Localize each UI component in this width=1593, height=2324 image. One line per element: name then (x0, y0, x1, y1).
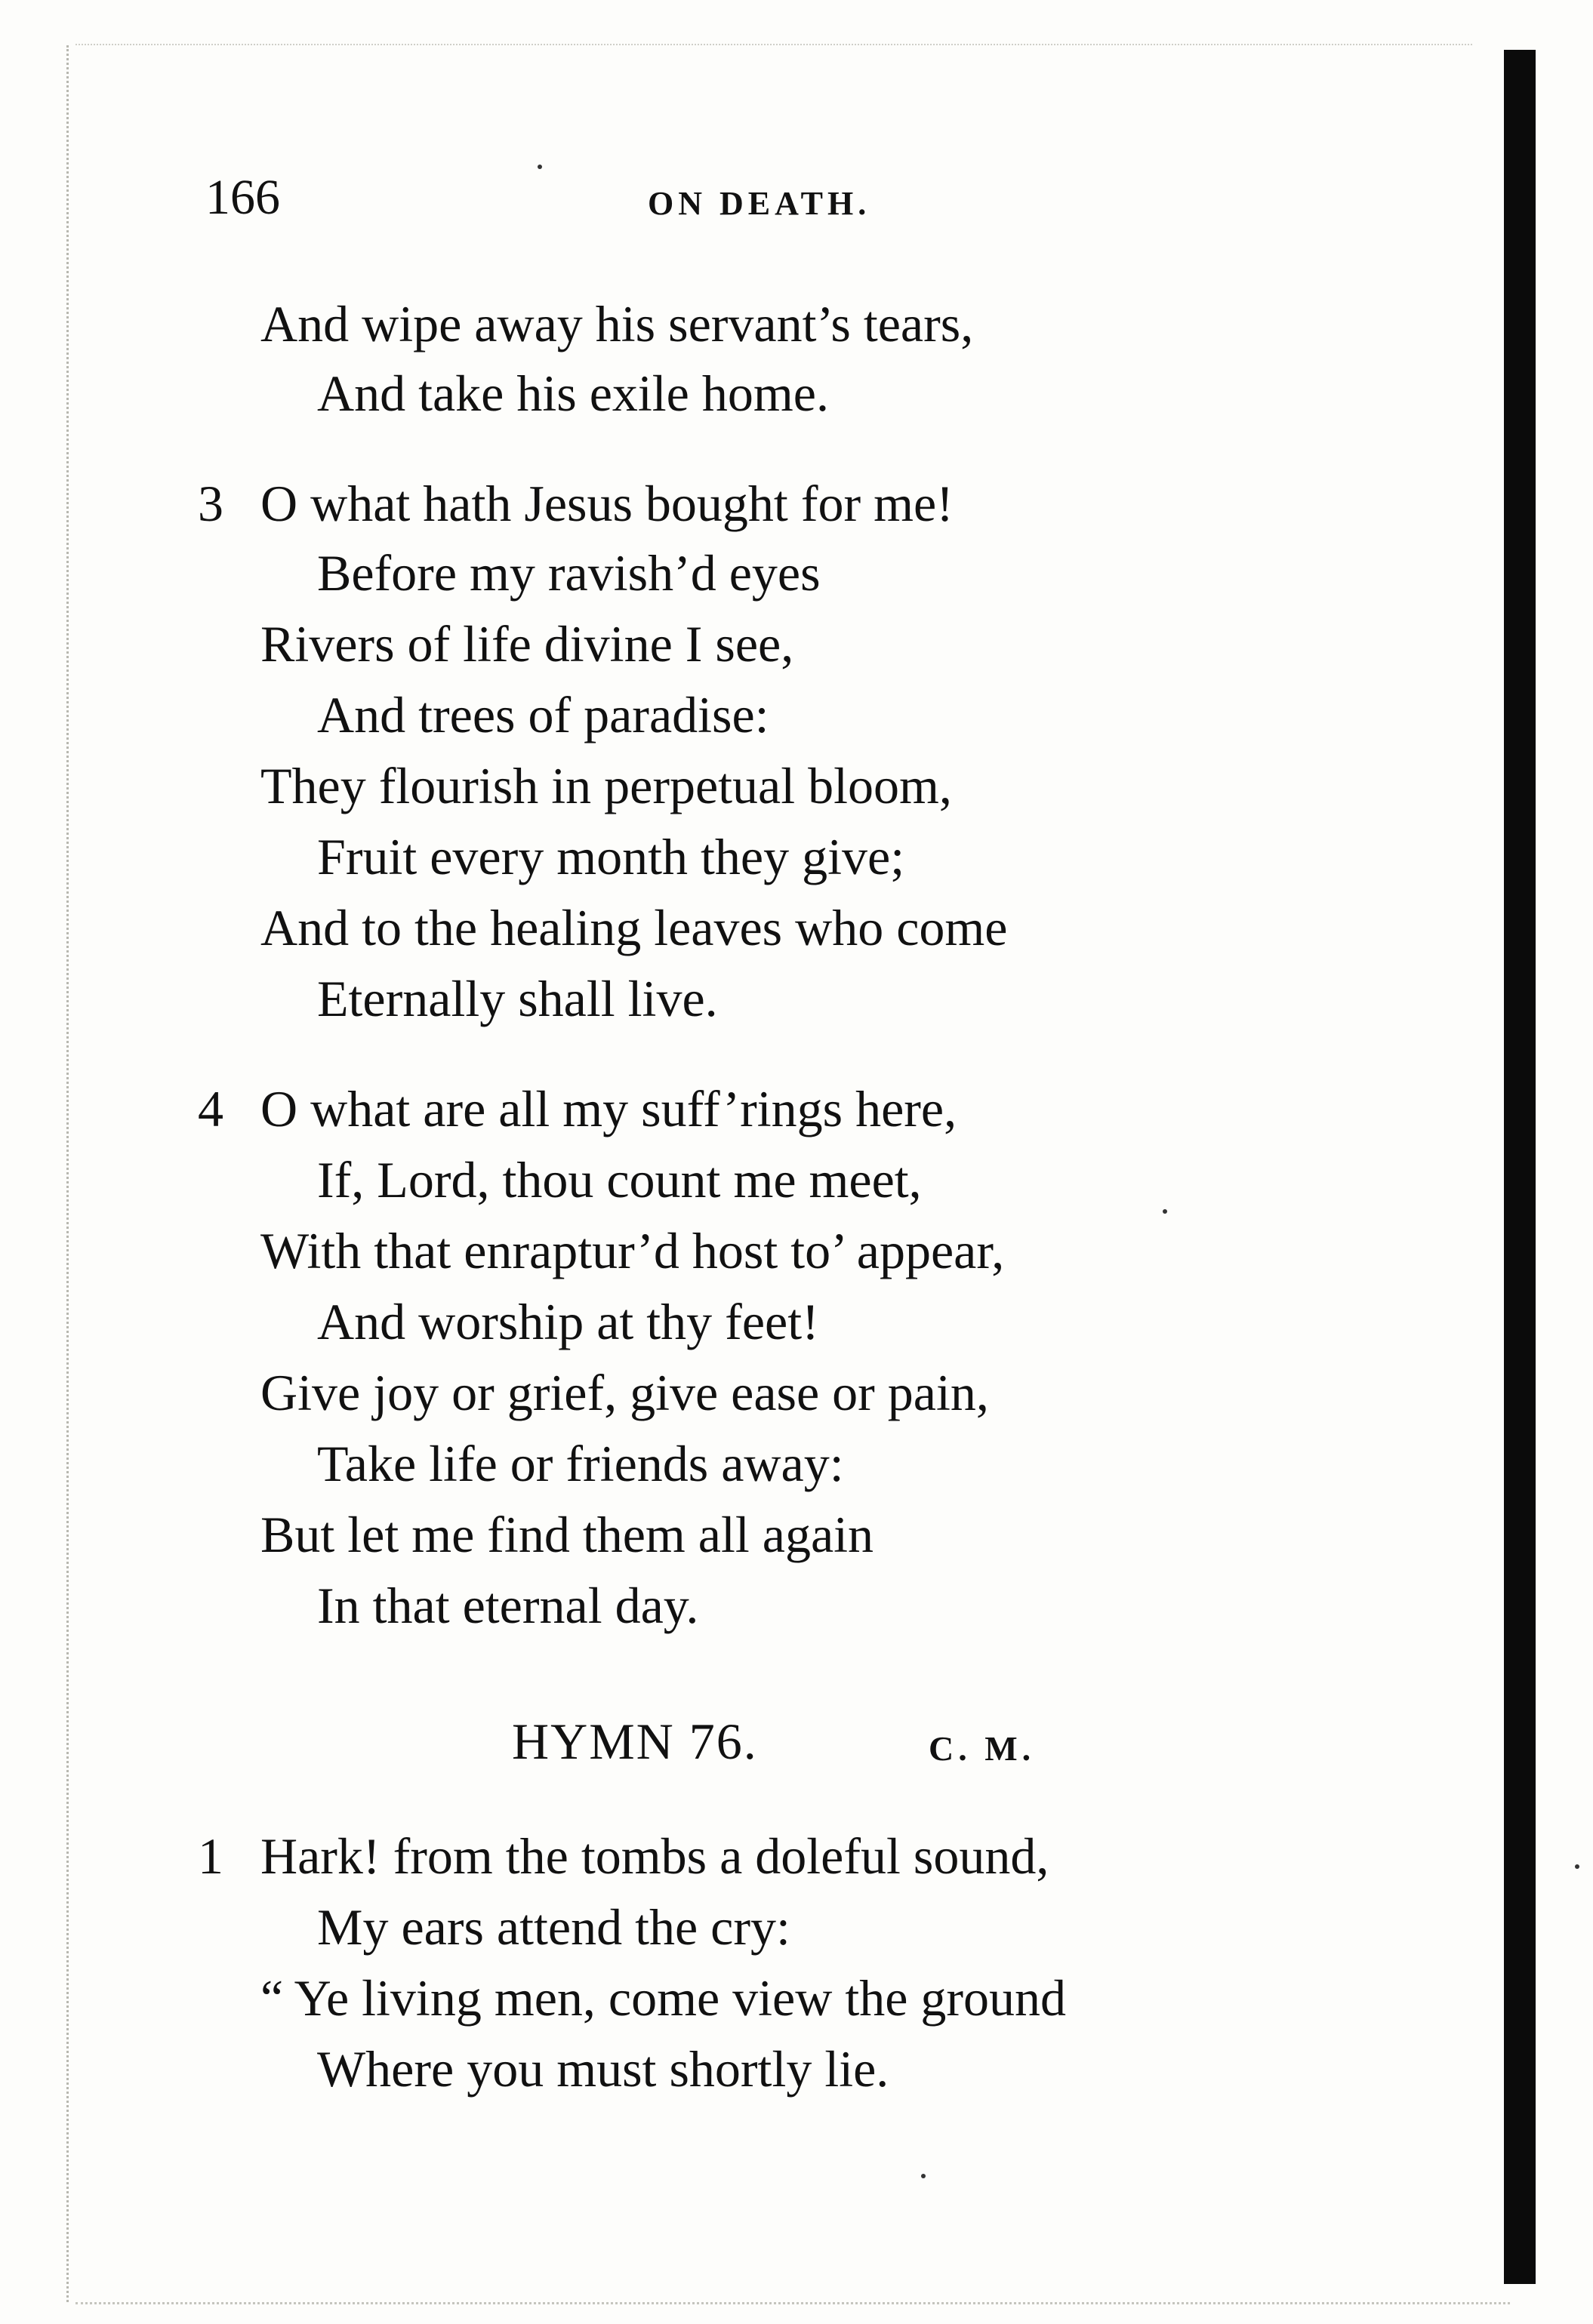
verse-line: My ears attend the cry: (317, 1898, 790, 1956)
verse-line: Before my ravish’d eyes (317, 544, 821, 602)
page-left-edge (66, 45, 69, 2302)
verse-line: Take life or friends away: (317, 1435, 844, 1492)
verse-number: 1 (198, 1827, 223, 1885)
binding-shadow-bar (1504, 50, 1536, 2284)
verse-line: Give joy or grief, give ease or pain, (260, 1364, 989, 1421)
scan-speck (921, 2174, 926, 2178)
verse-line: Hark! from the tombs a doleful sound, (260, 1827, 1049, 1885)
verse-line: And take his exile home. (317, 365, 829, 422)
verse-line: And trees of paradise: (317, 686, 769, 743)
verse-line: Rivers of life divine I see, (260, 615, 794, 673)
verse-line: With that enraptur’d host to’ appear, (260, 1222, 1005, 1279)
hymn-meter: C. M. (929, 1729, 1036, 1768)
hymn-title: HYMN 76. (512, 1713, 758, 1770)
verse-line: They flourish in perpetual bloom, (260, 757, 952, 814)
verse-line: And wipe away his servant’s tears, (260, 295, 974, 352)
page-top-edge (75, 44, 1472, 45)
verse-line: If, Lord, thou count me meet, (317, 1151, 922, 1208)
verse-line: Where you must shortly lie. (317, 2040, 889, 2098)
page-header (0, 168, 1593, 228)
verse-line: “ Ye living men, come view the ground (260, 1969, 1067, 2027)
scan-speck (1575, 1864, 1579, 1869)
page-number: 166 (205, 170, 280, 225)
page-bottom-edge (75, 2302, 1510, 2304)
verse-line: And worship at thy feet! (317, 1293, 819, 1350)
scan-speck (1163, 1209, 1167, 1214)
running-head: ON DEATH. (648, 185, 871, 222)
verse-line: In that eternal day. (317, 1577, 699, 1634)
verse-line: O what are all my suff’rings here, (260, 1080, 957, 1137)
verse-line: But let me find them all again (260, 1506, 874, 1563)
verse-number: 4 (198, 1080, 223, 1137)
verse-line: Eternally shall live. (317, 970, 718, 1027)
verse-line: O what hath Jesus bought for me! (260, 475, 954, 532)
scan-speck (538, 165, 542, 169)
verse-number: 3 (198, 475, 223, 532)
verse-line: And to the healing leaves who come (260, 899, 1008, 956)
verse-line: Fruit every month they give; (317, 828, 905, 885)
